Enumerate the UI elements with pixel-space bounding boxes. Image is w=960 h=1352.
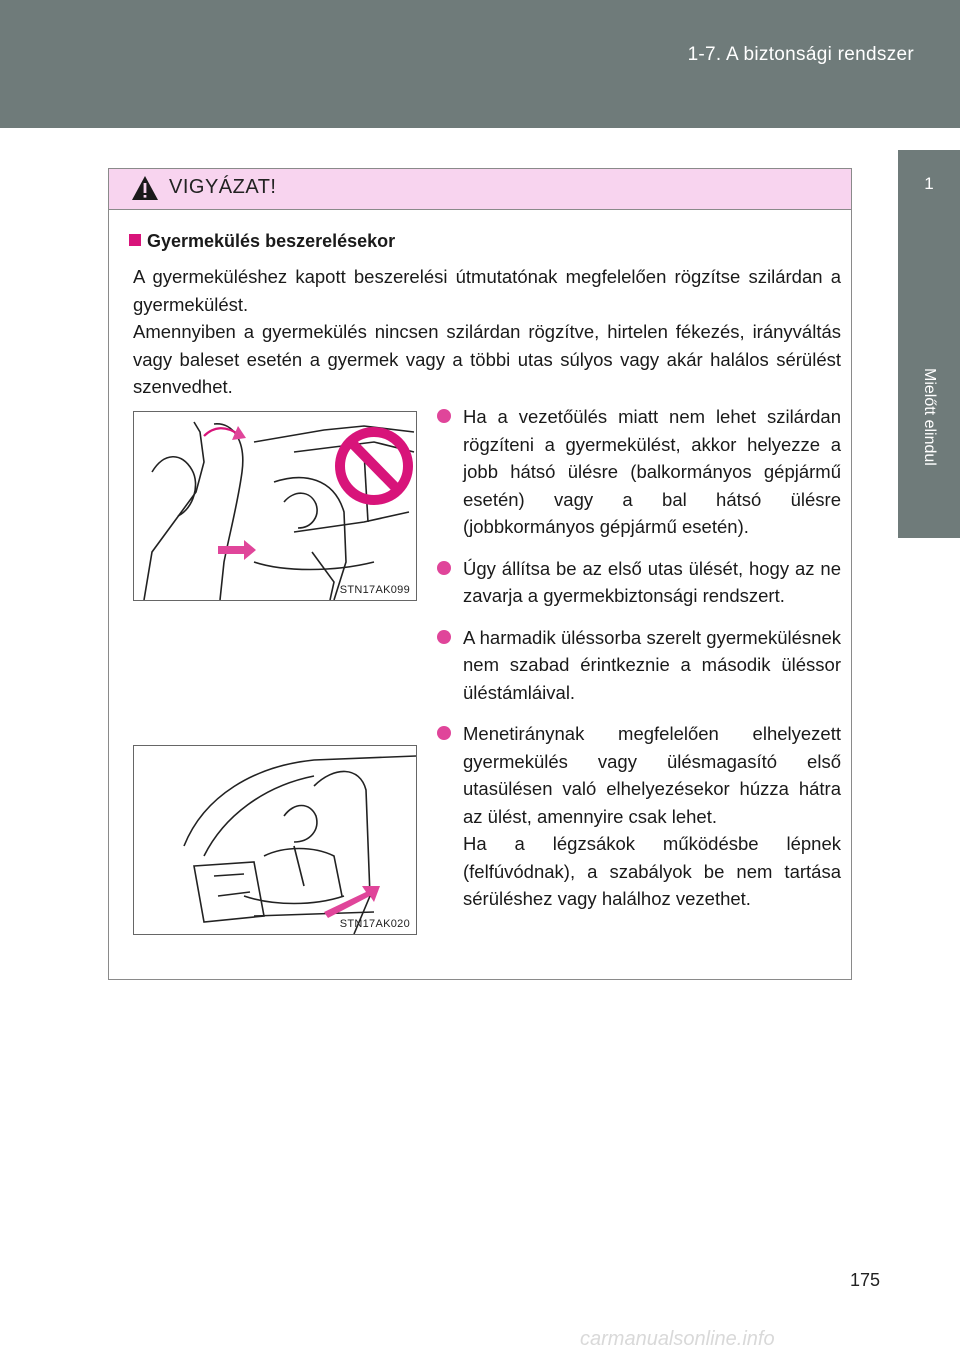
bullet-item [435, 720, 841, 913]
bullet-item [435, 555, 841, 610]
bullet-dot-icon [437, 561, 451, 575]
bullet-list [435, 403, 841, 927]
warning-box [108, 168, 852, 980]
image-code: STN17AK020 [339, 918, 410, 930]
bullet-dot-icon [437, 726, 451, 740]
page-number: 175 [850, 1270, 881, 1290]
intro-paragraph: Amennyiben a gyermekülés nincsen szilárdan rögzítve, hirtelen fékezés, irányváltás vagy baleset esetén a gyermek vagy a többi utas súlyos vagy akár halálos sérülést szenvedhet. [133, 321, 841, 397]
chapter-number: 1 [924, 174, 934, 193]
bullet-text: Úgy állítsa be az első utas ülését, hogy az ne zavarja a gyermekbiztonsági rendszert. [463, 557, 841, 606]
bullet-text: A harmadik üléssorba szerelt gyermekülésnek nem szabad érintkeznie a második üléssor üléstámláival. [463, 626, 841, 703]
bullet-dot-icon [437, 409, 451, 423]
section-title-text: Gyermekülés beszerelésekor [147, 231, 396, 251]
intro-text [133, 263, 841, 401]
section-heading: 1-7. A biztonsági rendszer [687, 44, 914, 65]
header-band [0, 0, 960, 128]
warning-title: VIGYÁZAT! [169, 176, 277, 198]
front-seat-child-illustration-icon [134, 746, 416, 934]
chapter-tab [898, 150, 960, 358]
illustration-seat-impact [133, 411, 417, 601]
bullet-item [435, 624, 841, 707]
warning-header [109, 169, 851, 210]
watermark-link[interactable]: carmanualsonline.info [580, 1328, 775, 1350]
square-bullet-icon [129, 234, 141, 246]
car-seat-illustration-icon [134, 412, 416, 600]
bullet-text: Ha a vezetőülés miatt nem lehet szilárdan rögzíteni a gyermekülést, akkor helyezze a jobb hátsó ülésre (balkormányos gépjármű esetén) vagy a bal hátsó ülésre (jobbkormányos gépjármű esetén). [463, 406, 841, 537]
bullet-text: Ha a légzsákok működésbe lépnek (felfúvódnak), a szabályok be nem tartása sérüléshez vagy halálhoz vezethet. [463, 833, 841, 909]
intro-paragraph: A gyermeküléshez kapott beszerelési útmutatónak megfelelően rögzítse szilárdan a gyermekülést. [133, 266, 841, 315]
warning-triangle-icon [130, 174, 160, 202]
section-title [129, 231, 395, 252]
chapter-label-tab [898, 358, 960, 538]
illustration-front-seat-child [133, 745, 417, 935]
bullet-text: Menetiránynak megfelelően elhelyezett gyermekülés vagy ülésmagasító első utasülésen való elhelyezésekor húzza hátra az ülést, amennyire csak lehet. [463, 723, 841, 827]
bullet-item [435, 403, 841, 541]
chapter-label: Mielőtt elindul [921, 368, 938, 466]
bullet-dot-icon [437, 630, 451, 644]
image-code: STN17AK099 [339, 584, 410, 596]
